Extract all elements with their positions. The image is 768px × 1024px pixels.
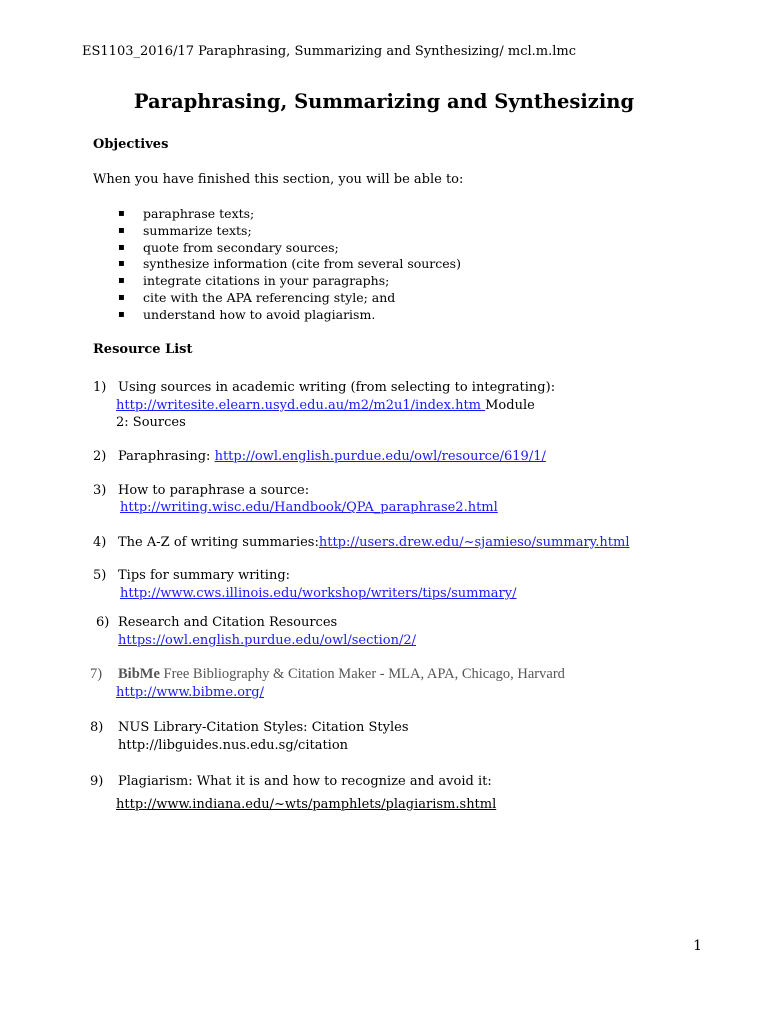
resource-8-number: 8) <box>90 720 104 735</box>
resource-8-text: NUS Library-Citation Styles: Citation Styles <box>118 720 409 735</box>
list-item: ▪ quote from secondary sources; <box>118 240 461 257</box>
resource-4-text: The A-Z of writing summaries: <box>118 535 319 550</box>
resource-4-line <box>118 535 630 550</box>
running-header: ES1103_2016/17 Paraphrasing, Summarizing and Synthesizing/ mcl.m.lmc <box>82 44 576 59</box>
resource-6-link[interactable]: https://owl.english.purdue.edu/owl/section/2/ <box>118 633 417 648</box>
list-item: ▪ synthesize information (cite from several sources) <box>118 256 461 273</box>
resource-3-number: 3) <box>93 483 107 498</box>
resource-2-text: Paraphrasing: <box>118 449 215 464</box>
resource-7-link[interactable]: http://www.bibme.org/ <box>116 685 264 700</box>
resource-2-number: 2) <box>93 449 107 464</box>
list-item: ▪ summarize texts; <box>118 223 461 240</box>
resource-7-line <box>118 666 565 683</box>
resource-5-line2 <box>120 586 516 601</box>
resource-1-number: 1) <box>93 380 107 395</box>
resource-9-link[interactable]: http://www.indiana.edu/~wts/pamphlets/plagiarism.shtml <box>116 797 497 812</box>
resource-1-line3: 2: Sources <box>116 415 186 430</box>
objectives-intro: When you have finished this section, you will be able to: <box>93 172 464 187</box>
resource-1-text: Using sources in academic writing (from selecting to integrating): <box>118 380 556 395</box>
resource-7-brand: BibMe <box>118 666 160 682</box>
resource-1-after: Module <box>485 398 535 413</box>
resource-6-number: 6) <box>96 615 110 630</box>
resource-5-number: 5) <box>93 568 107 583</box>
list-item: ▪ paraphrase texts; <box>118 206 461 223</box>
resource-2-link[interactable]: http://owl.english.purdue.edu/owl/resource/619/1/ <box>214 449 546 464</box>
page-title: Paraphrasing, Summarizing and Synthesizing <box>133 90 635 113</box>
resource-2-line <box>118 449 546 464</box>
resource-7-number: 7) <box>90 666 103 682</box>
objectives-list <box>118 206 461 324</box>
resource-list-heading: Resource List <box>93 342 193 357</box>
resource-3-link[interactable]: http://writing.wisc.edu/Handbook/QPA_paraphrase2.html <box>120 500 498 515</box>
resource-8-line2 <box>118 738 348 753</box>
resource-9-line2 <box>116 797 496 812</box>
resource-9-text: Plagiarism: What it is and how to recognize and avoid it: <box>118 774 492 789</box>
resource-5-link[interactable]: http://www.cws.illinois.edu/workshop/writers/tips/summary/ <box>120 586 517 601</box>
resource-4-link[interactable]: http://users.drew.edu/~sjamieso/summary.html <box>318 535 630 550</box>
page-number: 1 <box>693 938 702 954</box>
resource-9-number: 9) <box>90 774 104 789</box>
list-item: ▪ understand how to avoid plagiarism. <box>118 307 461 324</box>
objectives-heading: Objectives <box>93 137 169 152</box>
resource-7-line2 <box>116 685 264 700</box>
resource-3-text: How to paraphrase a source: <box>118 483 310 498</box>
resource-6-text: Research and Citation Resources <box>118 615 338 630</box>
resource-5-text: Tips for summary writing: <box>118 568 291 583</box>
resource-4-number: 4) <box>93 535 107 550</box>
list-item: ▪ integrate citations in your paragraphs; <box>118 273 461 290</box>
resource-1-link[interactable]: http://writesite.elearn.usyd.edu.au/m2/m2u1/index.htm <box>116 398 486 413</box>
resource-6-line2 <box>118 633 416 648</box>
resource-1-line2 <box>116 398 535 413</box>
resource-8-link[interactable]: http://libguides.nus.edu.sg/citation <box>118 738 349 753</box>
resource-7-text: Free Bibliography & Citation Maker - MLA, APA, Chicago, Harvard <box>159 666 565 682</box>
list-item: ▪ cite with the APA referencing style; and <box>118 290 461 307</box>
resource-3-line2 <box>120 500 498 515</box>
